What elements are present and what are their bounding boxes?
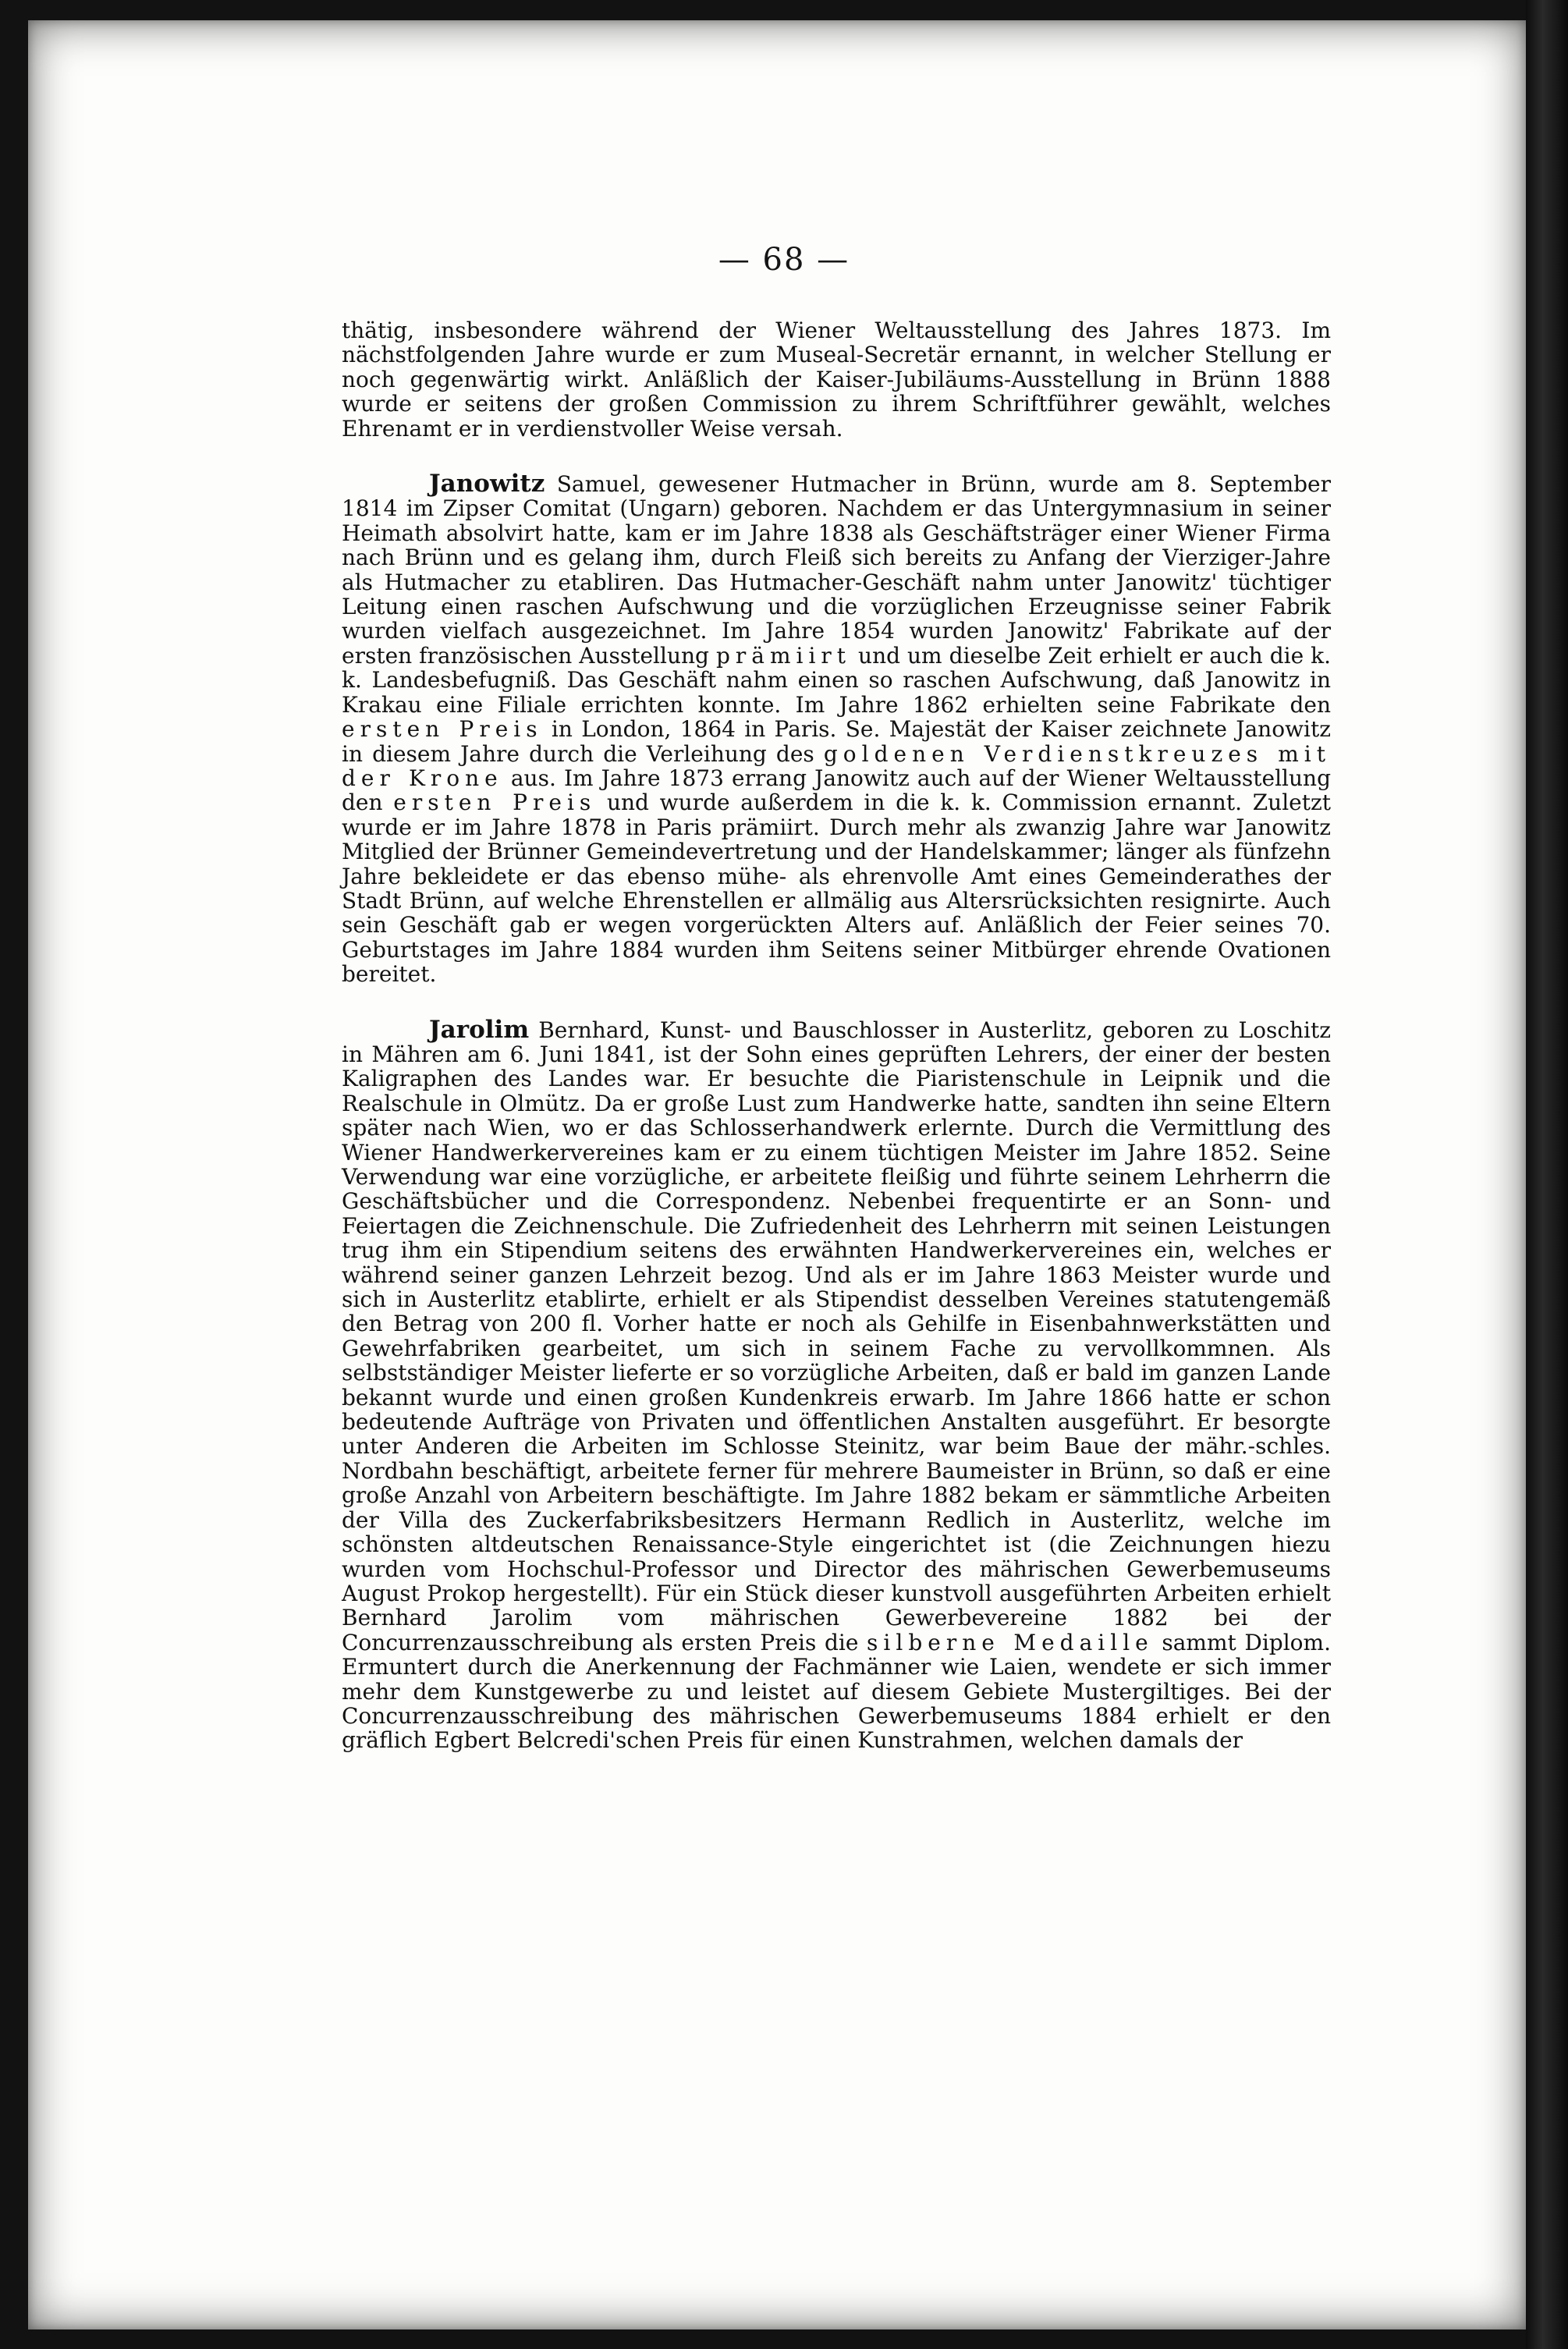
spaced-emphasis: prämiirt [715,642,852,669]
entry-text: Samuel, gewesener Hutmacher in Brünn, wurde am 8. September 1814 im Zipser Comitat (Ungarn) geboren. Nachdem er das Untergymnasium in seiner Heimath absolvirt hatte, kam er im Jahre 1838 als Geschäftsträger einer Wiener Firma nach Brünn und es gelang ihm, durch Fleiß sich bereits zu Anfang der Vierziger-Jahre als Hutmacher zu etabliren. Das Hutmacher-Geschäft nahm unter Janowitz' tüchtiger Leitung einen raschen Aufschwung und die vorzüglichen Erzeugnisse seiner Fabrik wurden vielfach ausgezeichnet. Im Jahre 1854 wurden Janowitz' Fabrikate auf der ersten französischen Ausstellung [342,471,1331,669]
entry-text: sammt Diplom. Ermuntert durch die Anerkennung der Fachmänner wie Laien, wendete er sich immer mehr dem Kunstgewerbe zu und leistet auf diesem Gebiete Mustergiltiges. Bei der Concurrenzausschreibung des mährischen Gewerbemuseums 1884 erhielt er den gräflich Egbert Belcredi'schen Preis für einen Kunstrahmen, welchen damals der [342,1629,1331,1754]
body-text [342,318,1331,1784]
spaced-emphasis: ersten Preis [393,790,597,816]
entry-name-janowitz: Janowitz [429,470,545,499]
spaced-emphasis: ersten Preis [342,716,543,743]
entry-text: aus. Im Jahre 1873 errang Janowitz auch auf der Wiener Weltausstellung den [342,765,1331,816]
entry-text: Bernhard, Kunst- und Bauschlosser in Austerlitz, geboren zu Loschitz in Mähren am 6. Juni 1841, ist der Sohn eines geprüften Lehrers, der einer der besten Kaligraphen des Landes war. Er besuchte die Piaristenschule in Leipnik und die Realschule in Olmütz. Da er große Lust zum Handwerke hatte, sandten ihn seine Eltern später nach Wien, wo er das Schlosserhandwerk erlernte. Durch die Vermittlung des Wiener Handwerkervereines kam er zu einem tüchtigen Meister im Jahre 1852. Seine Verwendung war eine vorzügliche, er arbeitete fleißig und führte seinem Lehrherrn die Geschäftsbücher und die Correspondenz. Nebenbei frequentirte er an Sonn- und Feiertagen die Zeichnenschule. Die Zufriedenheit des Lehrherrn mit seinen Leistungen trug ihm ein Stipendium seitens des erwähnten Handwerkervereines ein, welches er während seiner ganzen Lehrzeit bezog. Und als er im Jahre 1863 Meister wurde und sich in Austerlitz etablirte, erhielt er als Stipendist desselben Vereines statutengemäß den Betrag von 200 fl. Vorher hatte er noch als Gehilfe in Eisenbahnwerkstätten und Gewehrfabriken gearbeitet, um sich in seinem Fache zu vervollkommnen. Als selbstständiger Meister lieferte er so vorzügliche Arbeiten, daß er bald im ganzen Lande bekannt wurde und einen großen Kundenkreis erwarb. Im Jahre 1866 hatte er schon bedeutende Aufträge von Privaten und öffentlichen Anstalten ausgeführt. Er besorgte unter Anderen die Arbeiten im Schlosse Steinitz, war beim Baue der mähr.-schles. Nordbahn beschäftigt, arbeitete ferner für mehrere Baumeister in Brünn, so daß er eine große Anzahl von Arbeitern beschäftigte. Im Jahre 1882 bekam er sämmtliche Arbeiten der Villa des Zuckerfabriksbesitzers Hermann Redlich in Austerlitz, welche im schönsten altdeutschen Renaissance-Style eingerichtet ist (die Zeichnungen hiezu wurden vom Hochschul-Professor und Director des mährischen Gewerbemuseums August Prokop hergestellt). Für ein Stück dieser kunstvoll ausgeführten Arbeiten erhielt Bernhard Jarolim vom mährischen Gewerbevereine 1882 bei der Concurrenzausschreibung als ersten Preis die [342,1017,1331,1655]
entry-text: und wurde außerdem in die k. k. Commission ernannt. Zuletzt wurde er im Jahre 1878 in Paris prämiirt. Durch mehr als zwanzig Jahre war Janowitz Mitglied der Brünner Gemeindevertretung und der Handelskammer; länger als fünfzehn Jahre bekleidete er das ebenso mühe- als ehrenvolle Amt eines Gemeinderathes der Stadt Brünn, auf welche Ehrenstellen er allmälig aus Altersrücksichten resignirte. Auch sein Geschäft gab er wegen vorgerückten Alters auf. Anläßlich der Feier seines 70. Geburtstages im Jahre 1884 wurden ihm Seitens seiner Mitbürger ehrende Ovationen bereitet. [342,790,1331,988]
entry-name-jarolim: Jarolim [429,1015,530,1044]
continuation-paragraph: thätig, insbesondere während der Wiener Weltausstellung des Jahres 1873. Im nächstfolgenden Jahre wurde er zum Museal-Secretär ernannt, in welcher Stellung er noch gegenwärtig wirkt. Anläßlich der Kaiser-Jubiläums-Ausstellung in Brünn 1888 wurde er seitens der großen Commission zu ihrem Schriftführer gewählt, welches Ehrenamt er in verdienstvoller Weise versah. [342,318,1331,442]
entry-jarolim [342,1015,1331,1754]
spaced-emphasis: silberne Medaille [867,1629,1154,1655]
entry-janowitz [342,472,1331,987]
entry-text: und um dieselbe Zeit erhielt er auch die k. k. Landesbefugniß. Das Geschäft nahm einen so raschen Aufschwung, daß Janowitz in Krakau eine Filiale errichten konnte. Im Jahre 1862 erhielten seine Fabrikate den [342,642,1331,718]
spaced-emphasis: goldenen Verdienstkreuzes mit der Krone [342,740,1331,791]
scan-edge-shadow [1526,0,1568,2349]
page-number: — 68 — [718,242,850,278]
entry-text: in London, 1864 in Paris. Se. Majestät der Kaiser zeichnete Janowitz in diesem Jahre durch die Verleihung des [342,716,1331,767]
